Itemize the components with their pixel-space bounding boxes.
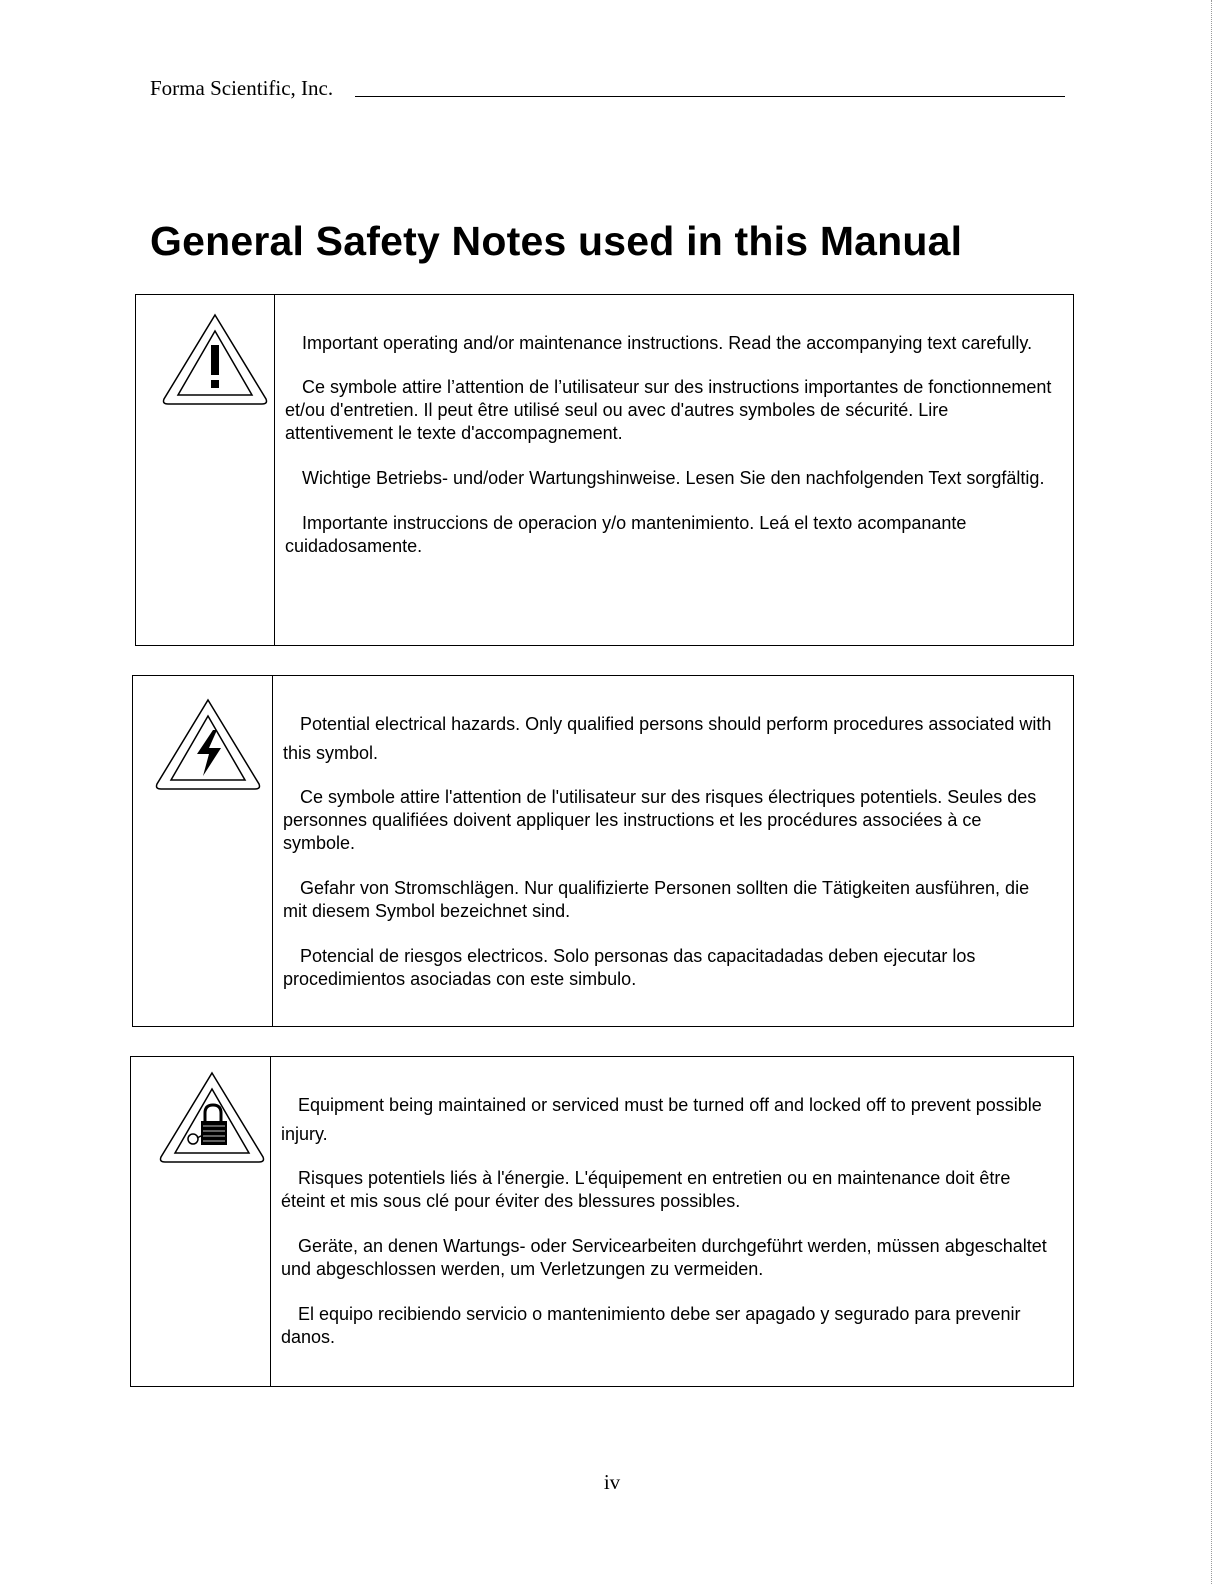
note-paragraph-en: Potential electrical hazards. Only qualified persons should perform procedures associated with this symbol. <box>283 714 1052 763</box>
note-paragraph-fr: Risques potentiels liés à l'énergie. L'équipement en entretien ou en maintenance doit être éteint et mis sous clé pour éviter des blessures possibles. <box>281 1168 1011 1211</box>
note-paragraph-de: Geräte, an denen Wartungs- oder Servicearbeiten durchgeführt werden, müssen abgeschaltet und abgeschlossen werden, um Verletzungen zu vermeiden. <box>281 1236 1047 1279</box>
note-paragraph-es: Importante instruccions de operacion y/o mantenimiento. Leá el texto acompanante cuidadosamente. <box>285 513 967 556</box>
safety-note-electrical <box>132 675 1074 1027</box>
icon-cell <box>136 295 275 645</box>
page-number: iv <box>603 1470 621 1494</box>
note-paragraph-fr: Ce symbole attire l’attention de l’utilisateur sur des instructions importantes de fonctionnement et/ou d'entretien. Il peut être utilisé seul ou avec d'autres symboles de sécurité. Lire attentivement le texte d'accompagnement. <box>285 377 1052 443</box>
note-text <box>275 295 1073 645</box>
note-text <box>273 676 1073 1026</box>
page-edge <box>1211 0 1212 1584</box>
note-paragraph-es: El equipo recibiendo servicio o mantenimiento debe ser apagado y segurado para prevenir danos. <box>281 1304 1021 1347</box>
note-text <box>271 1057 1073 1386</box>
safety-note-general <box>135 294 1074 646</box>
running-header <box>150 76 333 101</box>
note-paragraph-de: Gefahr von Stromschlägen. Nur qualifizierte Personen sollten die Tätigkeiten ausführen, die mit diesem Symbol bezeichnet sind. <box>283 878 1030 921</box>
header-rule <box>355 96 1065 97</box>
page-title: General Safety Notes used in this Manual <box>150 218 963 264</box>
icon-cell <box>133 676 273 1026</box>
electrical-hazard-icon <box>153 696 263 796</box>
note-paragraph-de: Wichtige Betriebs- und/oder Wartungshinweise. Lesen Sie den nachfolgenden Text sorgfältig. <box>302 468 1045 488</box>
warning-exclamation-icon <box>160 311 270 411</box>
note-paragraph-en: Important operating and/or maintenance instructions. Read the accompanying text carefully. <box>302 333 1033 353</box>
note-paragraph-es: Potencial de riesgos electricos. Solo personas das capacitadadas deben ejecutar los procedimientos asociadas con este simbulo. <box>283 946 976 989</box>
note-paragraph-en: Equipment being maintained or serviced must be turned off and locked off to prevent possible injury. <box>281 1095 1042 1144</box>
icon-cell <box>131 1057 271 1386</box>
lockout-padlock-icon <box>157 1069 267 1169</box>
note-paragraph-fr: Ce symbole attire l'attention de l'utilisateur sur des risques électriques potentiels. Seules des personnes qualifiées doivent appliquer les instructions et les procédures associées à ce symbole. <box>283 787 1037 853</box>
company-name: Forma Scientific, Inc. <box>150 76 334 100</box>
safety-note-lockout <box>130 1056 1074 1387</box>
